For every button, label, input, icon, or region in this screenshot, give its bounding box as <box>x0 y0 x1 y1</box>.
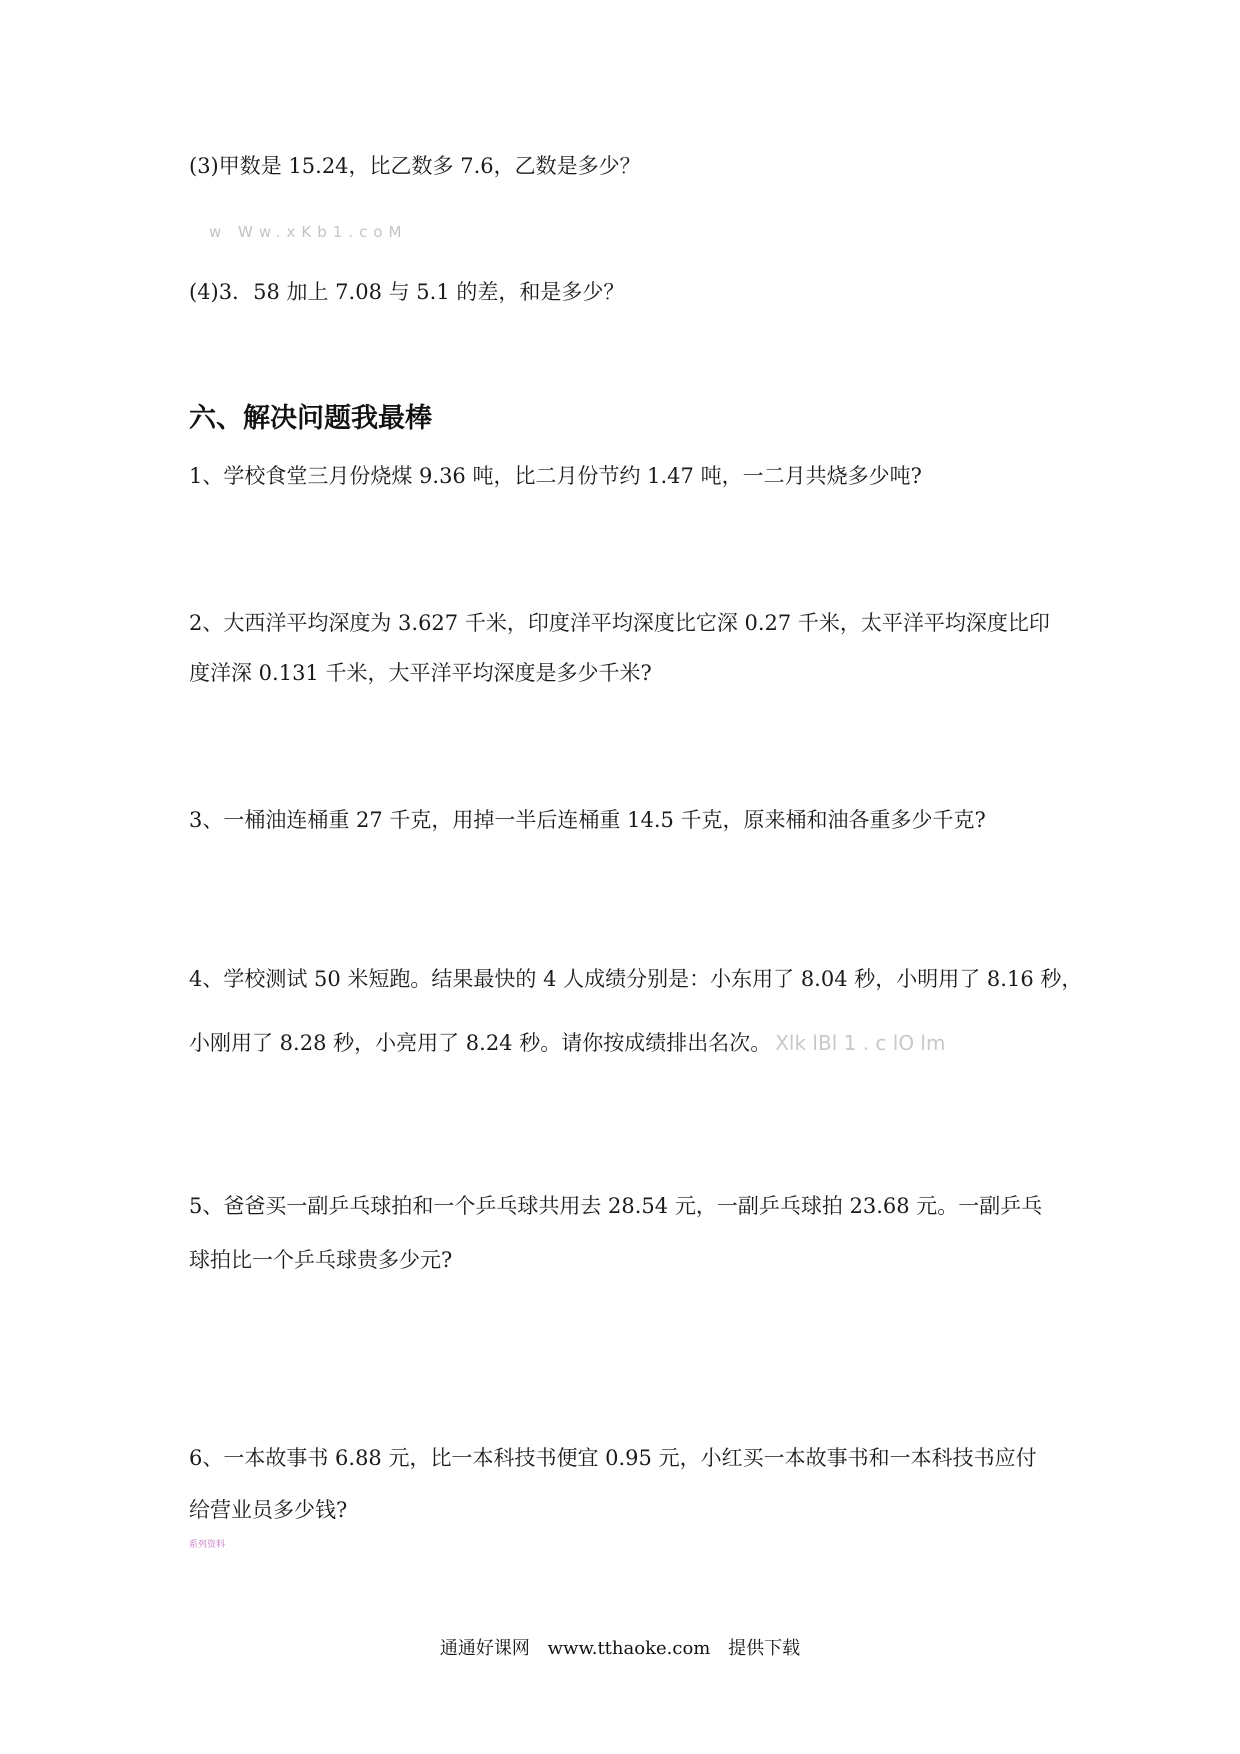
footer-url[interactable]: www.tthaoke.com <box>547 1638 711 1659</box>
problem-6-line-1: 6、一本故事书 6.88 元，比一本科技书便宜 0.95 元，小红买一本故事书和一本科技书应付 <box>189 1446 1037 1470</box>
subproblem-4: (4)3．58 加上 7.08 与 5.1 的差，和是多少？ <box>189 280 625 304</box>
page-footer <box>0 1637 1240 1661</box>
problem-1: 1、学校食堂三月份烧煤 9.36 吨，比二月份节约 1.47 吨，一二月共烧多少吨? <box>189 464 922 488</box>
footer-site-name: 通通好课网 <box>439 1638 530 1659</box>
problem-4-line-1: 4、学校测试 50 米短跑。结果最快的 4 人成绩分别是：小东用了 8.04 秒，小明用了 8.16 秒， <box>189 967 1083 991</box>
problem-4-line-2-text: 小刚用了 8.28 秒，小亮用了 8.24 秒。请你按成绩排出名次。 <box>189 1031 772 1055</box>
problem-4-line-2 <box>189 1029 945 1057</box>
problem-3: 3、一桶油连桶重 27 千克，用掉一半后连桶重 14.5 千克，原来桶和油各重多少千克? <box>189 808 986 832</box>
problem-2-line-1: 2、大西洋平均深度为 3.627 千米，印度洋平均深度比它深 0.27 千米，太平洋平均深度比印 <box>189 611 1050 635</box>
problem-5-line-2: 球拍比一个乒乓球贵多少元? <box>189 1248 453 1272</box>
problem-2-line-2: 度洋深 0.131 千米，大平洋平均深度是多少千米? <box>189 661 652 685</box>
subproblem-3: (3)甲数是 15.24，比乙数多 7.6，乙数是多少？ <box>189 154 641 178</box>
watermark-top: w Ww.xKb1.coM <box>209 223 408 241</box>
footer-suffix: 提供下载 <box>728 1638 801 1659</box>
problem-5-line-1: 5、爸爸买一副乒乓球拍和一个乒乓球共用去 28.54 元，一副乒乓球拍 23.68 元。一副乒乓 <box>189 1194 1043 1218</box>
problem-4-watermark: Xlk lBl 1 . c lO lm <box>775 1031 946 1055</box>
problem-6-line-2: 给营业员多少钱? <box>189 1498 348 1522</box>
section-title: 六、解决问题我最棒 <box>189 403 432 434</box>
series-material-label: 系列资料 <box>189 1540 226 1550</box>
